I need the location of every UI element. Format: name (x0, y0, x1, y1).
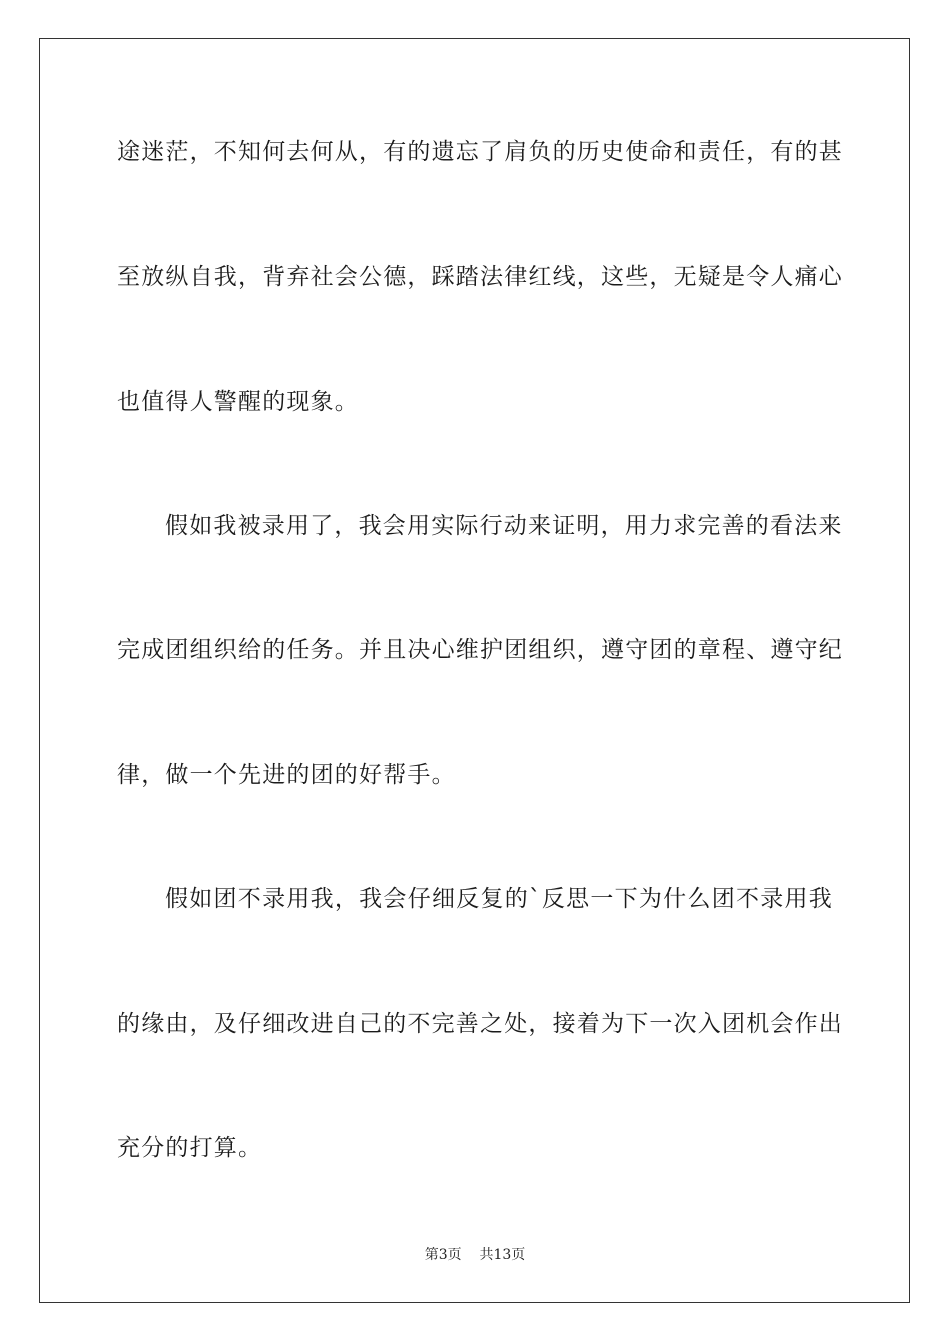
page-number: 第3页 (424, 1247, 462, 1263)
paragraph-first-line: 假如团不录用我，我会仔细反复的`反思一下为什么团不录用我 (165, 886, 833, 912)
page-footer (0, 1246, 950, 1264)
page-frame (39, 38, 910, 1303)
text-line: 途迷茫，不知何去何从，有的遗忘了肩负的历史使命和责任，有的甚 (117, 139, 843, 165)
text-line: 的缘由，及仔细改进自己的不完善之处，接着为下一次入团机会作出 (117, 1011, 843, 1037)
text-line: 充分的打算。 (117, 1135, 263, 1161)
text-line: 至放纵自我，背弃社会公德，踩踏法律红线，这些，无疑是令人痛心 (117, 264, 843, 290)
total-pages: 共13页 (479, 1247, 526, 1263)
text-line: 完成团组织给的任务。并且决心维护团组织，遵守团的章程、遵守纪 (117, 637, 843, 663)
paragraph-first-line: 假如我被录用了，我会用实际行动来证明，用力求完善的看法来 (165, 513, 843, 539)
text-line: 律，做一个先进的团的好帮手。 (117, 762, 456, 788)
text-line: 也值得人警醒的现象。 (117, 389, 359, 415)
